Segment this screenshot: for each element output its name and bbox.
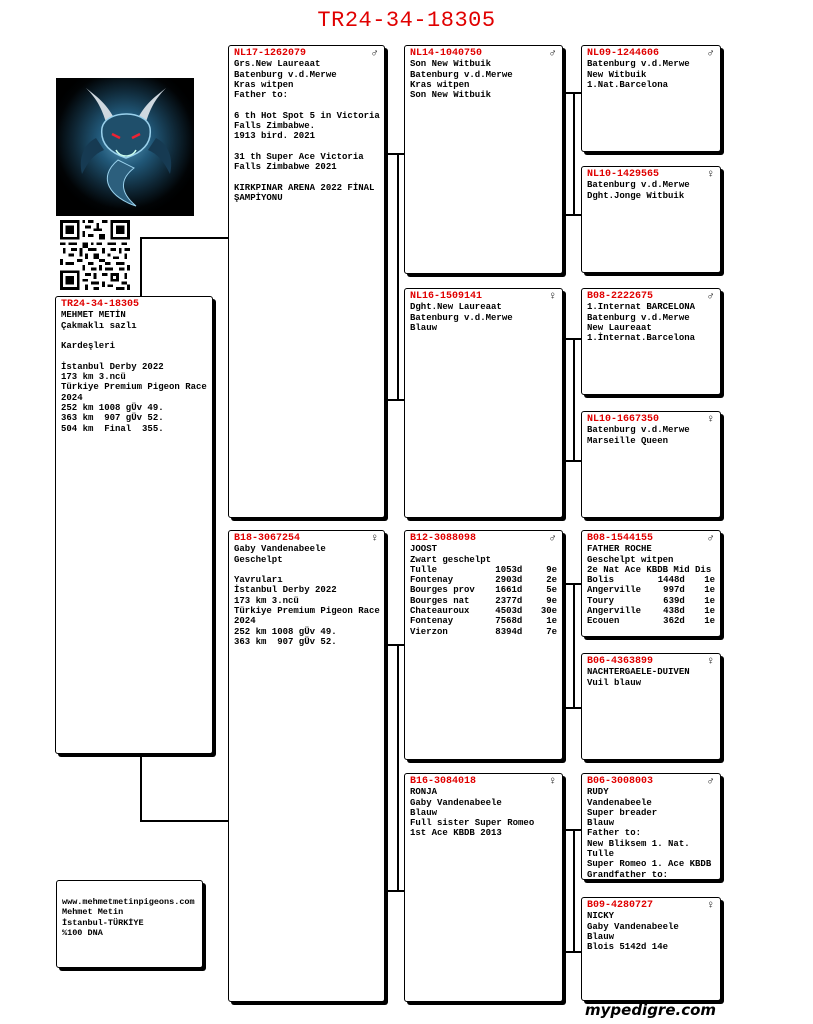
- card-line: Batenburg v.d.Merwe: [410, 69, 513, 80]
- race-result-dist: 362d: [663, 616, 685, 627]
- dam-dam-card[interactable]: [404, 773, 563, 1002]
- ring-number: NL17-1262079: [234, 48, 307, 59]
- race-result-row: [410, 596, 557, 606]
- ring-number: B18-3067254: [234, 533, 301, 544]
- sire-sire-card[interactable]: [404, 45, 563, 274]
- card-line: Batenburg v.d.Merwe: [410, 312, 513, 323]
- connector-line: [573, 92, 575, 214]
- card-line: Gaby Vandenabeele: [234, 544, 326, 555]
- card-line: Geschelpt witpen: [587, 554, 674, 565]
- race-result-place: Chateauroux: [410, 606, 470, 617]
- race-result-dist: 1053d: [495, 564, 523, 575]
- connector-line: [397, 153, 399, 399]
- ring-number: B08-1544155: [587, 533, 654, 544]
- female-icon: ♀: [707, 656, 714, 668]
- card-text: [587, 544, 715, 626]
- card-line: KIRKPINAR ARENA 2022 FİNAL: [234, 182, 375, 193]
- race-result-row: [587, 616, 715, 626]
- card-line: 1.İnternat.Barcelona: [587, 333, 696, 344]
- connector-line: [385, 153, 405, 155]
- race-result-row: [410, 575, 557, 585]
- card-line: [234, 142, 379, 152]
- female-icon: ♀: [371, 533, 378, 545]
- card-line: Kras witpen: [410, 79, 470, 90]
- dragon-icon: [56, 78, 194, 216]
- connector-line: [563, 460, 583, 462]
- card-line: RONJA: [410, 787, 438, 798]
- race-result-row: [410, 585, 557, 595]
- race-result-row: [587, 575, 715, 585]
- race-results: [587, 575, 715, 626]
- card-line: JOOST: [410, 544, 438, 555]
- male-icon: ♂: [549, 48, 556, 60]
- race-result-row: [410, 616, 557, 626]
- dds-card[interactable]: [581, 773, 721, 880]
- race-result-dist: 4503d: [495, 606, 523, 617]
- card-text: [62, 897, 197, 938]
- sire-card[interactable]: [228, 45, 385, 518]
- card-line: Türkiye Premium Pigeon Race: [61, 382, 207, 393]
- race-result-place: Fontenay: [410, 616, 454, 627]
- card-line: Batenburg v.d.Merwe: [587, 59, 690, 70]
- race-result-dist: 2377d: [495, 595, 523, 606]
- dam-card[interactable]: [228, 530, 385, 1002]
- race-result-rank: 1e: [546, 616, 558, 627]
- card-line: New Bliksem 1. Nat.: [587, 838, 690, 849]
- ring-number: NL09-1244606: [587, 48, 660, 59]
- connector-line: [385, 399, 405, 401]
- ring-number: NL14-1040750: [410, 48, 483, 59]
- card-line: 2024: [61, 392, 83, 403]
- male-icon: ♂: [707, 533, 714, 545]
- card-line: Vandenabeele: [587, 797, 652, 808]
- race-result-row: [587, 585, 715, 595]
- male-icon: ♂: [707, 776, 714, 788]
- card-text: [234, 544, 379, 647]
- pigeon-photo: [56, 78, 194, 216]
- race-result-place: Angerville: [587, 606, 642, 617]
- ring-number: NL16-1509141: [410, 291, 483, 302]
- card-line: Blauw: [587, 818, 615, 829]
- card-line: Marseille Queen: [587, 435, 669, 446]
- race-result-place: Toury: [587, 595, 615, 606]
- male-icon: ♂: [549, 533, 556, 545]
- card-line: Gaby Vandenabeele: [410, 797, 502, 808]
- race-results: [410, 565, 557, 637]
- pedigree-title: TR24-34-18305: [317, 8, 496, 33]
- race-result-place: Bolis: [587, 575, 615, 586]
- card-line: Grs.New Laureaat: [234, 59, 321, 70]
- sdd-card[interactable]: [581, 411, 721, 518]
- card-line: 1913 bird. 2021: [234, 131, 316, 142]
- race-result-rank: 9e: [546, 595, 558, 606]
- connector-line: [140, 237, 142, 296]
- connector-line: [573, 583, 575, 707]
- race-result-dist: 2903d: [495, 575, 523, 586]
- owner-card: [56, 880, 203, 968]
- card-line: [234, 100, 379, 110]
- ddd-card[interactable]: [581, 897, 721, 1001]
- female-icon: ♀: [707, 900, 714, 912]
- qr-code-icon: [60, 220, 130, 290]
- race-result-row: [410, 627, 557, 637]
- card-line: Son New Witbuik: [410, 90, 492, 101]
- connector-line: [573, 338, 575, 460]
- connector-line: [563, 707, 583, 709]
- card-line: Super breader: [587, 807, 658, 818]
- dss-card[interactable]: [581, 530, 721, 637]
- female-icon: ♀: [707, 169, 714, 181]
- card-line: 173 km 3.ncü: [61, 372, 126, 383]
- race-result-row: [410, 565, 557, 575]
- card-line: 363 km 907 gÜv 52.: [234, 636, 337, 647]
- card-text: [410, 59, 557, 100]
- connector-line: [385, 644, 405, 646]
- card-text: [234, 59, 379, 203]
- card-line: Dght.New Laureaat: [410, 302, 502, 313]
- connector-line: [573, 829, 575, 951]
- card-line: Çakmaklı sazlı: [61, 320, 137, 331]
- race-result-place: Vierzon: [410, 626, 448, 637]
- card-line: 252 km 1008 gÜv 49.: [61, 402, 164, 413]
- card-text: [61, 310, 207, 434]
- card-line: Batenburg v.d.Merwe: [234, 69, 337, 80]
- male-icon: ♂: [371, 48, 378, 60]
- race-result-place: Bourges prov: [410, 585, 475, 596]
- connector-line: [397, 644, 399, 890]
- card-text: [587, 667, 715, 688]
- race-result-dist: 7568d: [495, 616, 523, 627]
- race-result-row: [587, 596, 715, 606]
- connector-line: [563, 951, 583, 953]
- race-result-rank: 2e: [546, 575, 558, 586]
- card-line: Türkiye Premium Pigeon Race: [234, 606, 380, 617]
- card-line: NACHTERGAELE-DUIVEN: [587, 667, 690, 678]
- ring-number: B06-4363899: [587, 656, 654, 667]
- race-result-rank: 1e: [704, 606, 715, 617]
- card-text: [587, 59, 715, 90]
- race-result-rank: 1e: [704, 595, 715, 606]
- card-line: ŞAMPİYONU: [234, 193, 283, 204]
- card-line: Batenburg v.d.Merwe: [587, 425, 690, 436]
- race-result-row: [410, 606, 557, 616]
- ring-number: TR24-34-18305: [61, 299, 140, 310]
- card-line: 1.Nat.Barcelona: [587, 79, 669, 90]
- card-line: Dght.Jonge Witbuik: [587, 190, 685, 201]
- connector-line: [563, 214, 583, 216]
- card-line: Batenburg v.d.Merwe: [587, 180, 690, 191]
- female-icon: ♀: [549, 776, 556, 788]
- card-line: Mehmet Metin: [62, 907, 124, 918]
- card-line: Gaby Vandenabeele: [587, 921, 679, 932]
- card-line: Falls Zimbabwe.: [234, 121, 316, 132]
- card-line: 2e Nat Ace KBDB Mid Dis: [587, 564, 712, 575]
- ring-number: NL10-1429565: [587, 169, 660, 180]
- card-line: Batenburg v.d.Merwe: [587, 312, 690, 323]
- connector-line: [385, 890, 405, 892]
- race-result-dist: 438d: [663, 606, 685, 617]
- card-line: 173 km 3.ncü: [234, 595, 299, 606]
- card-line: [234, 173, 379, 183]
- race-result-place: Tulle: [410, 564, 438, 575]
- ring-number: B16-3084018: [410, 776, 477, 787]
- card-text: [410, 544, 557, 637]
- card-text: [587, 425, 715, 446]
- male-icon: ♂: [707, 48, 714, 60]
- race-result-rank: 1e: [704, 585, 715, 596]
- race-result-rank: 1e: [704, 616, 715, 627]
- race-result-rank: 7e: [546, 626, 558, 637]
- race-result-rank: 30e: [540, 606, 558, 617]
- dam-sire-card[interactable]: [404, 530, 563, 760]
- card-line: 1.Internat BARCELONA: [587, 302, 696, 313]
- card-line: Tulle: [587, 849, 615, 860]
- card-line: Kardeşleri: [61, 341, 116, 352]
- male-icon: ♂: [707, 291, 714, 303]
- race-result-dist: 639d: [663, 595, 685, 606]
- ring-number: B12-3088098: [410, 533, 477, 544]
- card-line: 2024: [234, 616, 256, 627]
- card-line: [61, 331, 207, 341]
- site-logo[interactable]: mypedigre.com: [585, 1001, 717, 1019]
- card-line: 363 km 907 gÜv 52.: [61, 413, 164, 424]
- card-line: RUDY: [587, 787, 609, 798]
- card-line: MEHMET METİN: [61, 310, 126, 321]
- ring-number: B06-3008003: [587, 776, 654, 787]
- card-line: 31 th Super Ace Victoria: [234, 151, 364, 162]
- female-icon: ♀: [549, 291, 556, 303]
- sds-card[interactable]: [581, 288, 721, 395]
- card-line: www.mehmetmetinpigeons.com: [62, 897, 195, 907]
- ring-number: NL10-1667350: [587, 414, 660, 425]
- card-line: Blauw: [410, 322, 438, 333]
- race-result-place: Ecouen: [587, 616, 620, 627]
- ring-number: B09-4280727: [587, 900, 654, 911]
- card-line: New Witbuik: [587, 69, 647, 80]
- race-result-place: Angerville: [587, 585, 642, 596]
- race-result-rank: 5e: [546, 585, 558, 596]
- card-line: Blauw: [410, 807, 438, 818]
- dsd-card[interactable]: [581, 653, 721, 760]
- card-line: %100 DNA: [62, 927, 103, 938]
- card-line: Father to:: [234, 90, 289, 101]
- card-line: Zwart geschelpt: [410, 554, 492, 565]
- card-line: Super Romeo 1. Ace KBDB: [587, 859, 712, 870]
- card-text: [587, 302, 715, 343]
- sire-dam-card[interactable]: [404, 288, 563, 518]
- race-result-rank: 1e: [704, 575, 715, 586]
- card-line: [234, 565, 379, 575]
- card-line: 6 th Hot Spot 5 in Victoria: [234, 110, 380, 121]
- sss-card[interactable]: [581, 45, 721, 152]
- connector-line: [140, 753, 142, 820]
- ssd-card[interactable]: [581, 166, 721, 273]
- connector-line: [140, 820, 230, 822]
- race-result-place: Bourges nat: [410, 595, 470, 606]
- card-line: New Laureaat: [587, 322, 652, 333]
- race-result-dist: 8394d: [495, 626, 523, 637]
- race-result-place: Fontenay: [410, 575, 454, 586]
- race-result-dist: 1448d: [657, 575, 685, 586]
- card-line: Blois 5142d 14e: [587, 942, 669, 953]
- card-text: [587, 911, 715, 952]
- card-line: Blauw: [587, 931, 615, 942]
- card-text: [410, 302, 557, 333]
- race-result-dist: 997d: [663, 585, 685, 596]
- card-text: [587, 787, 715, 880]
- race-result-dist: 1661d: [495, 585, 523, 596]
- card-line: Vuil blauw: [587, 677, 642, 688]
- ring-number: B08-2222675: [587, 291, 654, 302]
- race-result-rank: 9e: [546, 564, 558, 575]
- card-line: NICKY: [587, 911, 615, 922]
- card-text: [410, 787, 557, 838]
- card-line: İstanbul-TÜRKİYE: [62, 917, 144, 928]
- card-line: Father to:: [587, 828, 642, 839]
- card-line: FATHER ROCHE: [587, 544, 652, 555]
- card-line: Grandfather to:: [587, 869, 669, 880]
- card-line: İstanbul Derby 2022: [234, 585, 337, 596]
- card-line: 504 km Final 355.: [61, 423, 164, 434]
- card-line: Yavruları: [234, 575, 283, 586]
- race-result-row: [587, 606, 715, 616]
- card-line: 1st Ace KBDB 2013: [410, 828, 502, 839]
- card-line: 252 km 1008 gÜv 49.: [234, 626, 337, 637]
- card-line: Full sister Super Romeo: [410, 818, 535, 829]
- card-line: Son New Witbuik: [410, 59, 492, 70]
- card-text: [587, 180, 715, 201]
- card-line: İstanbul Derby 2022: [61, 361, 164, 372]
- female-icon: ♀: [707, 414, 714, 426]
- card-line: [61, 351, 207, 361]
- card-line: Geschelpt: [234, 554, 283, 565]
- subject-card[interactable]: [55, 296, 213, 754]
- connector-line: [140, 237, 230, 239]
- card-line: Falls Zimbabwe 2021: [234, 162, 337, 173]
- card-line: Kras witpen: [234, 79, 294, 90]
